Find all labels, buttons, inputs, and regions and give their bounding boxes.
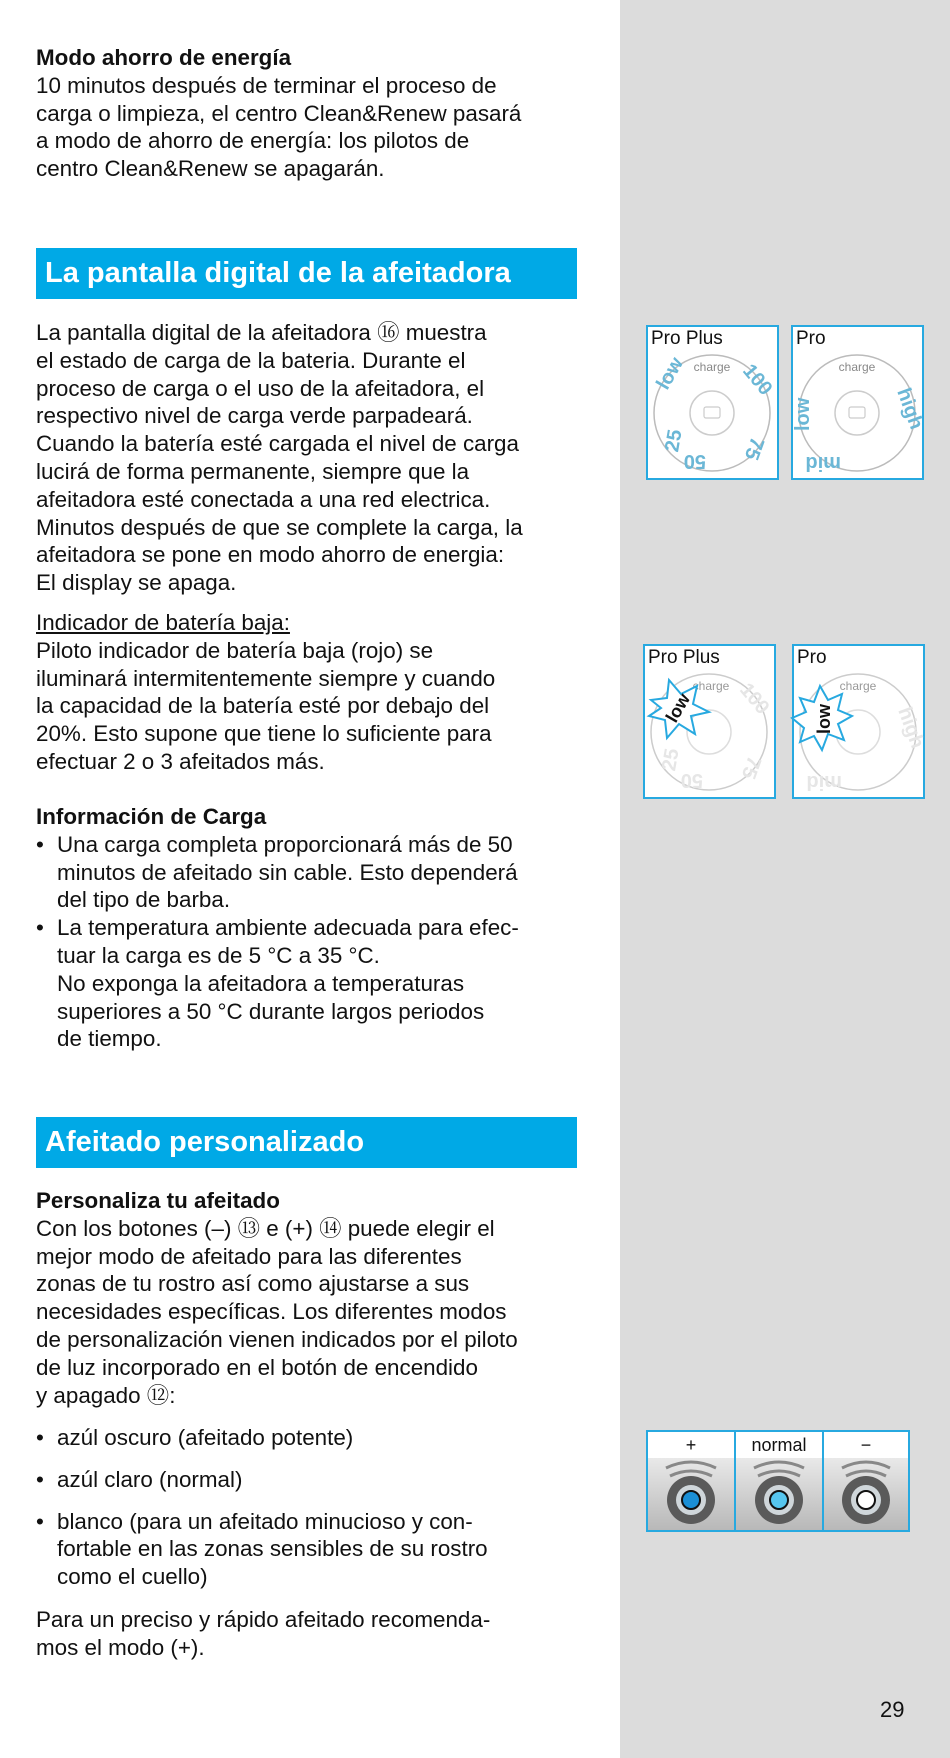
button-photo: [648, 1458, 734, 1530]
personal-line: mejor modo de afeitado para las diferentes: [36, 1243, 462, 1269]
low-battery-line: iluminará intermitentemente siempre y cuando: [36, 665, 496, 691]
dial-label: 100: [738, 360, 777, 400]
mode-plus-cell: [648, 1432, 736, 1530]
personal-line: de personalización vienen indicados por el piloto: [36, 1326, 518, 1352]
dial-label: high: [892, 385, 928, 433]
figure-label: Pro: [797, 647, 827, 668]
bullet: •: [36, 915, 44, 941]
bullet-line: de tiempo.: [57, 1026, 162, 1052]
display-line: respectivo nivel de carga verde parpadeará.: [36, 403, 473, 429]
bullet-line: Una carga completa proporcionará más de 50: [57, 831, 513, 857]
figure-mode-buttons: [646, 1430, 910, 1532]
figure-pro-plus-low: [643, 644, 776, 799]
display-line: afeitadora se pone en modo ahorro de energia:: [36, 542, 505, 568]
dial-label: mid: [806, 771, 842, 793]
mode-plus-label: +: [685, 1435, 697, 1455]
closing-line: Para un preciso y rápido afeitado recomenda-: [36, 1607, 491, 1632]
power-button-icon: [648, 1458, 734, 1530]
bullet-line: blanco (para un afeitado minucioso y con-: [57, 1508, 473, 1534]
low-battery-line: Piloto indicador de batería baja (rojo) se: [36, 637, 434, 663]
page-number: 29: [880, 1697, 905, 1722]
low-battery-heading: Indicador de batería baja:: [36, 610, 290, 635]
figure-pro-plus-charge: [646, 325, 779, 480]
bullet-line: azúl claro (normal): [57, 1466, 243, 1492]
display-line: afeitadora esté conectada a una red electrica.: [36, 486, 491, 512]
low-battery-dial-icon: [647, 670, 772, 795]
dial-label: mid: [805, 452, 841, 474]
charge-info-heading: Información de Carga: [36, 804, 267, 829]
bullet-line: tuar la carga es de 5 °C a 35 °C.: [57, 942, 380, 968]
energy-line: carga o limpieza, el centro Clean&Renew pasará: [36, 100, 522, 126]
dial-label: low: [652, 353, 689, 394]
display-line: el estado de carga de la bateria. Durante el: [36, 347, 466, 373]
bullet: •: [36, 1466, 44, 1492]
mode-minus-cell: [824, 1432, 908, 1530]
bullet-line: fortable en las zonas sensibles de su rostro: [57, 1536, 488, 1562]
bullet-line: La temperatura ambiente adecuada para efec-: [57, 915, 519, 941]
button-photo: [824, 1458, 908, 1530]
power-button-icon: [824, 1458, 908, 1530]
list-item: [36, 831, 596, 914]
closing-line: mos el modo (+).: [36, 1634, 205, 1660]
bullet: •: [36, 1508, 44, 1534]
dial-label: low: [814, 704, 834, 734]
display-line: proceso de carga o el uso de la afeitadora, el: [36, 375, 485, 401]
personal-line: de luz incorporado en el botón de encendido: [36, 1354, 478, 1380]
charge-text: charge: [839, 679, 877, 693]
mode-normal-cell: [736, 1432, 824, 1530]
personal-section: [36, 1187, 596, 1409]
list-item: [36, 1466, 596, 1494]
display-paragraph: [36, 319, 596, 597]
low-battery-line: la capacidad de la batería esté por debajo del: [36, 693, 490, 719]
figure-pro-low: [792, 644, 929, 799]
display-line: lucirá de forma permanente, siempre que la: [36, 458, 470, 484]
dial-label: low: [661, 689, 695, 726]
mode-list: [36, 1424, 596, 1591]
dial-label: 100: [735, 679, 774, 719]
dial-label: 75: [739, 434, 768, 463]
bullet: •: [36, 831, 44, 857]
bullet-line: azúl oscuro (afeitado potente): [57, 1425, 354, 1450]
personal-heading: Personaliza tu afeitado: [36, 1188, 280, 1213]
figure-label: Pro Plus: [648, 647, 720, 668]
charge-info-section: [36, 803, 596, 1053]
bullet-line: No exponga la afeitadora a temperaturas: [57, 970, 465, 996]
charge-text: charge: [693, 360, 731, 374]
figure-pro-charge: [791, 325, 928, 480]
dial-label: low: [792, 397, 814, 431]
mode-normal-label: normal: [751, 1435, 807, 1455]
charge-dial-icon: [792, 351, 928, 476]
energy-saving-section: [36, 44, 596, 183]
dial-label: 25: [658, 746, 684, 773]
button-photo: [736, 1458, 822, 1530]
low-battery-dial-icon: [796, 670, 929, 795]
dial-label: 75: [736, 753, 765, 782]
charge-text: charge: [692, 679, 730, 693]
personal-line: y apagado ⑫:: [36, 1382, 176, 1408]
dial-label: 50: [680, 769, 703, 791]
figure-label: Pro: [796, 328, 826, 349]
charge-text: charge: [838, 360, 876, 374]
charge-dial-icon: [650, 351, 775, 476]
bullet-line: minutos de afeitado sin cable. Esto dependerá: [57, 859, 518, 885]
display-line: Minutos después de que se complete la carga, la: [36, 514, 523, 540]
bullet-line: como el cuello): [57, 1564, 208, 1590]
energy-line: a modo de ahorro de energía: los pilotos de: [36, 128, 470, 154]
energy-line: 10 minutos después de terminar el proceso de: [36, 72, 497, 98]
bullet-line: superiores a 50 °C durante largos periodos: [57, 998, 485, 1024]
list-item: [36, 1508, 596, 1591]
list-item: [36, 914, 596, 1053]
mode-minus-label: −: [860, 1435, 872, 1455]
dial-label: 50: [683, 450, 706, 472]
personal-line: necesidades específicas. Los diferentes modos: [36, 1299, 507, 1325]
section-banner-personal: Afeitado personalizado: [36, 1117, 577, 1168]
dial-label: high: [893, 704, 929, 752]
low-battery-section: [36, 609, 596, 776]
energy-line: centro Clean&Renew se apagarán.: [36, 156, 385, 182]
list-item: [36, 1424, 596, 1452]
dial-label: 25: [661, 427, 687, 454]
bullet-line: del tipo de barba.: [57, 887, 231, 913]
low-battery-line: 20%. Esto supone que tiene lo suficiente para: [36, 721, 492, 747]
section-banner-display: La pantalla digital de la afeitadora: [36, 248, 577, 299]
display-line: El display se apaga.: [36, 570, 237, 596]
closing-paragraph: [36, 1606, 596, 1662]
low-battery-line: efectuar 2 o 3 afeitados más.: [36, 748, 325, 774]
display-line: Cuando la batería esté cargada el nivel de carga: [36, 431, 519, 457]
energy-heading: Modo ahorro de energía: [36, 45, 292, 70]
figure-label: Pro Plus: [651, 328, 723, 349]
power-button-icon: [736, 1458, 822, 1530]
bullet: •: [36, 1425, 44, 1450]
personal-line: Con los botones (–) ⑬ e (+) ⑭ puede elegir el: [36, 1215, 495, 1241]
display-line: La pantalla digital de la afeitadora ⑯ muestra: [36, 320, 487, 345]
personal-line: zonas de tu rostro así como ajustarse a sus: [36, 1271, 470, 1297]
